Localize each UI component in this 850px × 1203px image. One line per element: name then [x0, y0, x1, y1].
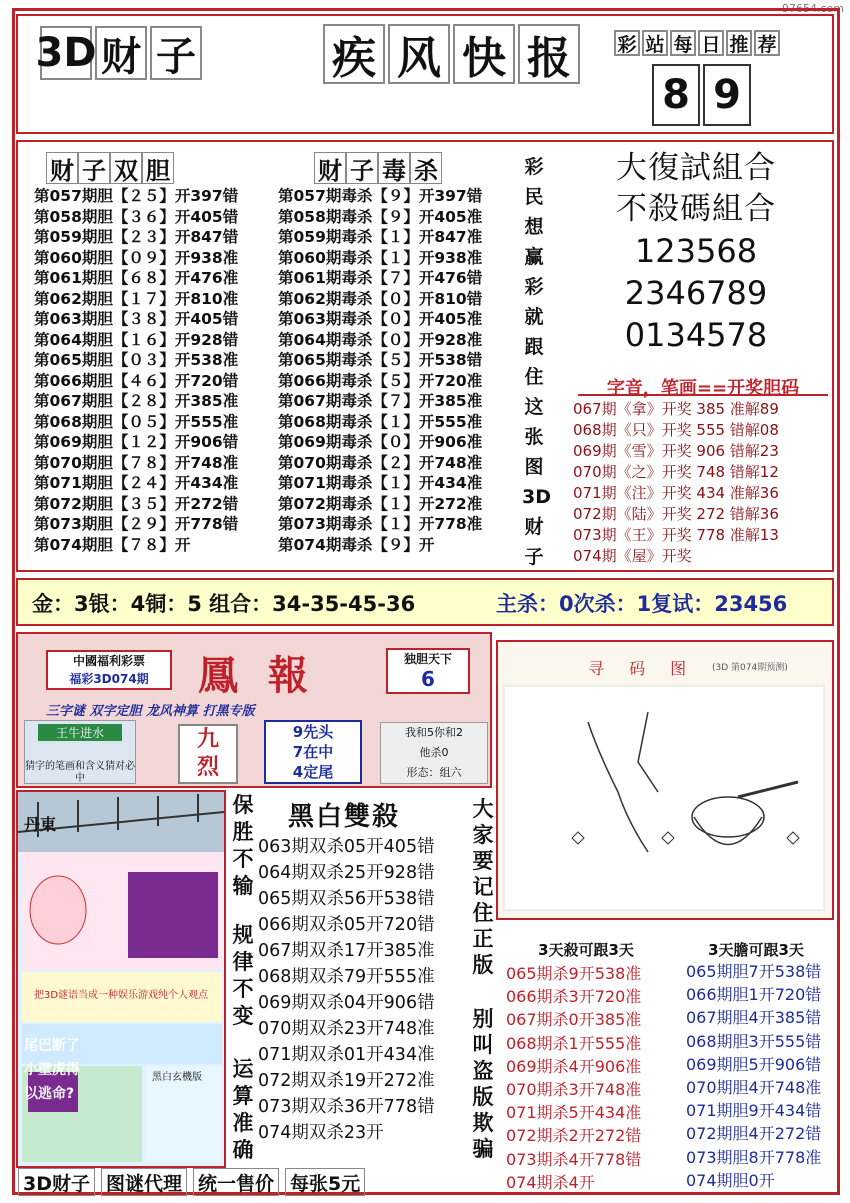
- combo-num-1: 123568: [634, 232, 758, 270]
- v3-char-3: 准: [232, 1111, 254, 1135]
- kill3-row-5: 069期杀4开906准: [506, 1056, 642, 1076]
- kill-info-2: 他杀0: [419, 746, 449, 759]
- hint-row-3: 069期《雪》开奖 906 错解23: [573, 442, 779, 460]
- dan-kill-section: [16, 140, 834, 572]
- header-section: [16, 14, 834, 134]
- double-kill-row-9: 071期双杀01开434准: [258, 1045, 435, 1065]
- rv1-char-1: 大: [472, 797, 494, 821]
- xunma-panel: [496, 640, 834, 920]
- rv1-char-5: 住: [472, 901, 494, 925]
- vertical-slogan: [522, 152, 551, 572]
- kill3-row-3: 067期杀0开385准: [506, 1010, 642, 1030]
- rv2-char-3: 盗: [472, 1059, 494, 1083]
- dan-row-13: 第069期胆【１２】开906错: [34, 433, 239, 451]
- kill-row-15: 第071期毒杀【１】开434准: [278, 474, 483, 492]
- kill-header-char-1: 财: [314, 152, 346, 184]
- kill-row-12: 第068期毒杀【１】开555准: [278, 412, 483, 431]
- kill-row-11: 第067期毒杀【７】开385准: [278, 392, 483, 410]
- dan-header: [46, 152, 174, 184]
- kill-header-char-2: 子: [346, 152, 378, 184]
- dan3-row-7: 071期胆9开434错: [686, 1101, 822, 1121]
- footer-item-3: 统一售价: [193, 1168, 279, 1196]
- double-kill-row-8: 070期双杀23开748准: [258, 1019, 435, 1039]
- kill-info-3: 形态：组六: [406, 766, 462, 779]
- dan3-row-4: 068期胆3开555错: [686, 1031, 822, 1051]
- daily-label-char-6: 荐: [754, 30, 780, 56]
- double-kill-row-11: 073期双杀36开778错: [258, 1097, 435, 1117]
- broken-tail-text: 尾巴断了小壁虎得以逃命?: [24, 1038, 80, 1102]
- slogan-char-12: 3D: [522, 486, 551, 508]
- dan-row-9: 第065期胆【０３】开538准: [34, 351, 239, 369]
- kill-row-3: 第059期毒杀【１】开847准: [278, 228, 483, 246]
- riddle-box: [24, 720, 136, 784]
- v3-char-2: 算: [232, 1084, 254, 1108]
- dan3-row-2: 066期胆1开720错: [686, 985, 822, 1005]
- footer-item-4: 每张5元: [285, 1168, 365, 1196]
- combo-line2: 不殺碼組合: [616, 191, 776, 227]
- daily-numbers: [652, 64, 754, 126]
- kill-row-1: 第057期毒杀【９】开397错: [278, 187, 483, 205]
- v3-char-4: 确: [232, 1138, 254, 1162]
- dandong-panel: [16, 790, 226, 1168]
- combo-num-2: 2346789: [624, 274, 768, 312]
- hint-row-4: 070期《之》开奖 748 错解12: [573, 463, 779, 481]
- kill-info-1: 我和5你和2: [405, 726, 463, 739]
- title-a-char-1: 3D: [40, 26, 92, 80]
- v1-char-2: 胜: [232, 820, 254, 844]
- footer-bar: [18, 1168, 371, 1196]
- dan3-head: 3天膽可跟3天: [708, 941, 804, 959]
- fengbao-panel: [16, 632, 492, 788]
- fengbao-title: 鳳 報: [198, 653, 316, 699]
- rv1-char-2: 家: [472, 823, 494, 847]
- kill-header-char-3: 毒: [378, 152, 410, 184]
- kill-header: [314, 152, 442, 184]
- slogan-v1: [230, 792, 256, 900]
- org-issue: 福彩3D074期: [69, 672, 149, 686]
- kill-row-5: 第061期毒杀【７】开476错: [278, 269, 483, 287]
- daily-label-char-2: 站: [642, 30, 668, 56]
- dan-row-3: 第059期胆【２３】开847错: [34, 228, 239, 246]
- dan3-row-9: 073期胆8开778准: [686, 1147, 822, 1167]
- kill-header-char-4: 杀: [410, 152, 442, 184]
- hint-row-7: 073期《王》开奖 778 准解13: [573, 526, 779, 544]
- dan-row-5: 第061期胆【６８】开476准: [34, 269, 239, 287]
- kill3-row-6: 070期杀3开748准: [506, 1080, 642, 1100]
- double-kill-row-12: 074期双杀23开: [258, 1123, 384, 1143]
- slogan-char-5: 彩: [524, 276, 544, 298]
- dan-row-14: 第070期胆【７８】开748准: [34, 453, 239, 472]
- slogan-v2: [230, 922, 256, 1030]
- v1-char-3: 不: [232, 847, 254, 871]
- summary-bar: [16, 578, 834, 626]
- jiulie-box: [178, 724, 238, 784]
- hint-row-5: 071期《注》开奖 434 准解36: [573, 484, 779, 502]
- kill3-row-7: 071期杀5开434准: [506, 1103, 642, 1123]
- v1-char-4: 输: [232, 874, 254, 898]
- v2-char-4: 变: [232, 1004, 254, 1028]
- slogan-rv1: [470, 796, 496, 978]
- kill3-row-1: 065期杀9开538准: [506, 964, 642, 983]
- dan-row-15: 第071期胆【２４】开434准: [34, 474, 239, 492]
- rv1-char-7: 版: [472, 953, 494, 977]
- title-jifeng-kuaibao: [323, 24, 583, 84]
- kill3-row-8: 072期杀2开272错: [506, 1126, 642, 1146]
- riddle-text: 猜字的笔画和含义猜对必中: [25, 761, 135, 784]
- kill3-row-2: 066期杀3开720准: [506, 987, 642, 1007]
- dan-row-10: 第066期胆【４６】开720错: [34, 371, 239, 390]
- site-watermark: 97654.com: [782, 2, 844, 15]
- daily-label-char-5: 推: [726, 30, 752, 56]
- position-grid: [264, 720, 362, 784]
- rv1-char-6: 正: [472, 927, 494, 951]
- rv2-char-1: 别: [472, 1007, 494, 1031]
- slogan-row: 三字谜 双字定胆 龙风神算 打黑专版: [46, 704, 255, 719]
- slogan-char-10: 张: [524, 426, 544, 448]
- kill-list: [278, 186, 482, 555]
- dan-row-16: 第072期胆【３５】开272错: [34, 494, 239, 513]
- title-b-char-3: 快: [453, 24, 515, 84]
- double-kill-row-1: 063期双杀05开405错: [258, 837, 435, 857]
- kill3-list: [506, 962, 641, 1194]
- dan-header-char-4: 胆: [142, 152, 174, 184]
- heibai-shuangsha-title: 黑白雙殺: [288, 802, 401, 832]
- v3-char-1: 运: [232, 1057, 254, 1081]
- combo-block: [566, 148, 826, 356]
- slogan-char-7: 跟: [524, 336, 544, 358]
- dan-row-17: 第073期胆【２９】开778错: [34, 515, 239, 533]
- grid-row-3: 4定尾: [292, 763, 334, 781]
- dan-row-11: 第067期胆【２８】开385准: [34, 392, 239, 410]
- dan3-row-5: 069期胆5开906错: [686, 1054, 822, 1074]
- dudan-label: 独胆天下: [403, 652, 452, 666]
- slogan-char-1: 彩: [524, 156, 544, 178]
- hint-row-6: 072期《陆》开奖 272 错解36: [573, 505, 779, 523]
- daily-number-1: 8: [652, 64, 700, 126]
- xunma-drawing: [498, 642, 832, 918]
- dan-row-1: 第057期胆【２５】开397错: [34, 187, 239, 205]
- org-box: [46, 650, 172, 690]
- lie-char: 烈: [196, 755, 219, 780]
- dan-row-2: 第058期胆【３６】开405错: [34, 207, 239, 226]
- dan-header-char-3: 双: [110, 152, 142, 184]
- heibai-panel-label: 黑白玄機版: [152, 1072, 202, 1083]
- dan3-row-1: 065期胆7开538错: [686, 962, 822, 981]
- rv2-char-5: 欺: [472, 1111, 494, 1135]
- footer-item-1: 3D财子: [18, 1168, 95, 1196]
- dan-header-char-1: 财: [46, 152, 78, 184]
- slogan-char-14: 子: [524, 546, 544, 568]
- double-kill-row-6: 068期双杀79开555准: [258, 967, 435, 987]
- jiu-char: 九: [196, 727, 219, 752]
- title-3d-caizi: [35, 26, 205, 80]
- dan-row-4: 第060期胆【０９】开938准: [34, 248, 239, 267]
- slogan-char-4: 赢: [524, 246, 544, 268]
- double-kill-list: [258, 834, 435, 1146]
- kill-row-10: 第066期毒杀【５】开720准: [278, 371, 483, 390]
- dan-row-7: 第063期胆【３８】开405错: [34, 310, 239, 328]
- title-b-char-2: 风: [388, 24, 450, 84]
- rv1-char-3: 要: [472, 849, 494, 873]
- rv2-char-4: 版: [472, 1085, 494, 1109]
- kill-info-box: [380, 722, 488, 784]
- double-kill-row-4: 066期双杀05开720错: [258, 915, 435, 935]
- rv2-char-6: 骗: [472, 1137, 494, 1161]
- slogan-rv2: [470, 1006, 496, 1162]
- dan3-row-3: 067期胆4开385错: [686, 1008, 822, 1028]
- kill3-head: 3天殺可跟3天: [500, 938, 672, 962]
- kill-row-17: 第073期毒杀【１】开778准: [278, 515, 483, 533]
- riddle-tag: 王牛进水: [38, 724, 122, 741]
- dudan-box: [386, 648, 470, 694]
- rv2-char-2: 叫: [472, 1033, 494, 1057]
- title-a-char-2: 财: [95, 26, 147, 80]
- v1-char-1: 保: [232, 793, 254, 817]
- daily-number-2: 9: [703, 64, 751, 126]
- daily-label-char-1: 彩: [614, 30, 640, 56]
- summary-right: 主杀：0次杀：1复试：23456: [496, 592, 788, 616]
- dan-row-18: 第074期胆【７８】开: [34, 535, 191, 554]
- slogan-char-13: 财: [524, 516, 544, 538]
- hint-row-1: 067期《拿》开奖 385 准解89: [573, 400, 779, 418]
- kill-row-8: 第064期毒杀【０】开928准: [278, 330, 483, 349]
- v2-char-2: 律: [232, 950, 254, 974]
- grid-row-2: 7在中: [292, 743, 334, 761]
- dan-header-char-2: 子: [78, 152, 110, 184]
- rv1-char-4: 记: [472, 875, 494, 899]
- title-a-char-3: 子: [150, 26, 202, 80]
- combo-line1: 大復試組合: [616, 150, 776, 186]
- double-kill-row-3: 065期双杀56开538错: [258, 889, 435, 909]
- kill-row-6: 第062期毒杀【０】开810错: [278, 289, 483, 308]
- dan3-list: [686, 960, 821, 1192]
- daily-label-char-4: 日: [698, 30, 724, 56]
- slogan-char-2: 民: [524, 186, 544, 208]
- dan3-row-8: 072期胆4开272错: [686, 1124, 822, 1144]
- ad-line: 把3D谜语当成一种娱乐游戏纯个人观点: [34, 990, 209, 1001]
- double-kill-row-2: 064期双杀25开928错: [258, 863, 435, 883]
- dudan-number: 6: [421, 667, 435, 691]
- xunma-title: 寻 码 图: [588, 659, 697, 678]
- dan-row-6: 第062期胆【１７】开810准: [34, 289, 239, 308]
- slogan-char-6: 就: [524, 306, 544, 328]
- place-label: 丹東: [24, 815, 57, 834]
- double-kill-row-5: 067期双杀17开385准: [258, 941, 435, 961]
- daily-recommend-label: [614, 30, 782, 56]
- kill-row-16: 第072期毒杀【１】开272准: [278, 494, 483, 513]
- hint-list: [573, 399, 779, 567]
- org-name: 中國福利彩票: [72, 654, 145, 668]
- kill-row-14: 第070期毒杀【２】开748准: [278, 453, 483, 472]
- v2-char-3: 不: [232, 977, 254, 1001]
- kill3-row-9: 073期杀4开778错: [506, 1149, 642, 1169]
- kill-row-13: 第069期毒杀【０】开906准: [278, 433, 483, 451]
- dan-row-8: 第064期胆【１６】开928错: [34, 330, 239, 349]
- daily-label-char-3: 每: [670, 30, 696, 56]
- dandong-illustration: [18, 792, 224, 1166]
- slogan-char-3: 想: [524, 216, 544, 238]
- dan-list: [34, 186, 238, 555]
- kill3-row-10: 074期杀4开: [506, 1172, 595, 1192]
- kill-row-9: 第065期毒杀【５】开538错: [278, 351, 483, 369]
- hint-row-8: 074期《屋》开奖: [573, 547, 692, 565]
- title-b-char-1: 疾: [323, 24, 385, 84]
- dan3-row-6: 070期胆4开748准: [686, 1078, 822, 1098]
- grid-row-1: 9先头: [292, 723, 334, 741]
- dan3-row-10: 074期胆0开: [686, 1170, 775, 1190]
- slogan-char-8: 住: [524, 366, 544, 388]
- double-kill-row-10: 072期双杀19开272准: [258, 1071, 435, 1091]
- hint-row-2: 068期《只》开奖 555 错解08: [573, 421, 779, 439]
- kill-row-4: 第060期毒杀【１】开938准: [278, 248, 483, 267]
- v2-char-1: 规: [232, 923, 254, 947]
- kill-row-18: 第074期毒杀【９】开: [278, 535, 435, 554]
- title-b-char-4: 报: [518, 24, 580, 84]
- combo-num-3: 0134578: [624, 316, 768, 354]
- double-kill-row-7: 069期双杀04开906错: [258, 993, 435, 1013]
- summary-left: 金：3银：4铜：5 组合：34-35-45-36: [32, 592, 416, 616]
- slogan-v3: [230, 1056, 256, 1164]
- xunma-sub: (3D 第074期预测): [712, 663, 788, 673]
- kill3-row-4: 068期杀1开555准: [506, 1033, 642, 1053]
- kill-row-7: 第063期毒杀【０】开405准: [278, 310, 483, 328]
- kill-row-2: 第058期毒杀【９】开405准: [278, 207, 483, 226]
- footer-item-2: 图谜代理: [101, 1168, 187, 1196]
- hint-title: 字音，笔画==开奖胆码: [578, 374, 828, 396]
- slogan-char-9: 这: [524, 396, 544, 418]
- slogan-char-11: 图: [524, 456, 544, 478]
- dan-row-12: 第068期胆【０５】开555准: [34, 412, 239, 431]
